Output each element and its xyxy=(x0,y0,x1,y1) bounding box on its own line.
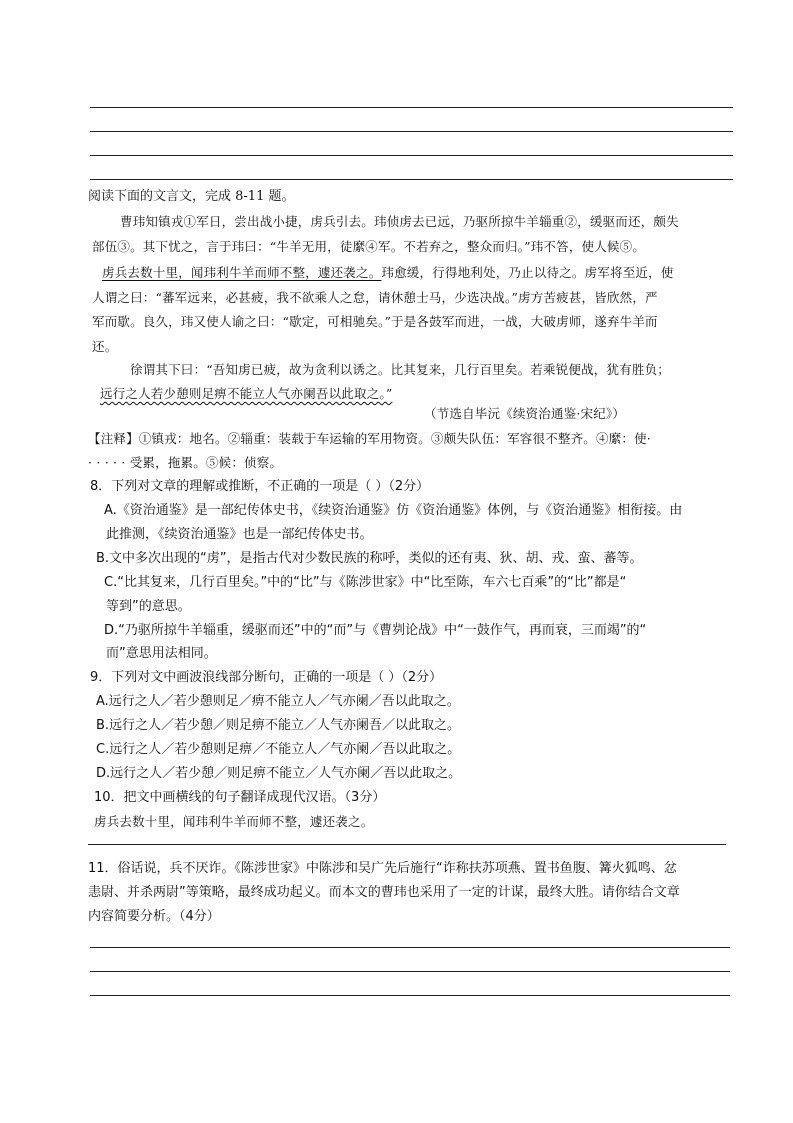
underlined-sentence: 虏兵去数十里，闻玮利牛羊而师不整，遽还袭之。 xyxy=(102,265,382,280)
answer-line xyxy=(90,131,733,132)
passage-line xyxy=(100,385,392,403)
answer-line xyxy=(90,995,730,996)
q8-option-c: 等到”的意思。 xyxy=(106,599,191,614)
question-9-stem: 9．下列对文中画波浪线部分断句，正确的一项是（ ）（2分） xyxy=(90,670,443,685)
q8-option-a: 此推测，《续资治通鉴》也是一部纪传体史书。 xyxy=(106,527,373,542)
q8-option-d: D.“乃驱所掠牛羊辎重，缓驱而还”中的“而”与《曹刿论战》中“一鼓作气，再而衰，三而竭”的“ xyxy=(104,623,647,638)
answer-line xyxy=(90,155,733,156)
notes-line: 【注释】①镇戎：地名。②辎重：装载于车运输的军用物资。③颇失队伍：军容很不整齐。④縻：使· xyxy=(88,431,651,446)
q9-option-d: D.远行之人／若少憩／则足痹不能立／人气亦阑／吾以此取之。 xyxy=(96,766,462,781)
answer-line xyxy=(90,947,730,948)
question-8-stem: 8．下列对文章的理解或推断，不正确的一项是（ ）（2分） xyxy=(90,479,430,494)
passage-line: 人谓之曰：“蕃军远来，必甚疲，我不欲乘人之怠，请休憩士马，少选决战。”虏方苦疲甚，皆欣然，严 xyxy=(92,290,658,305)
passage-line: 曹玮知镇戎①军日，尝出战小捷，虏兵引去。玮侦虏去已远，乃驱所掠牛羊辎重②，缓驱而还，颇失 xyxy=(120,214,679,229)
question-11-line: 恚尉、并杀两尉”等策略，最终成功起义。而本文的曹玮也采用了一定的计谋，最终大胜。请你结合文章 xyxy=(88,885,680,900)
passage-line: 还。 xyxy=(92,339,118,354)
q9-option-c: C.远行之人／若少憩则足痹／不能立人／气亦阑／吾以此取之。 xyxy=(96,742,461,757)
q8-option-c: C.“比其复来，几行百里矣。”中的“比”与《陈涉世家》中“比至陈，车六七百乘”的“比”都是“ xyxy=(104,575,627,590)
reading-intro: 阅读下面的文言文，完成 8-11 题。 xyxy=(88,189,295,204)
answer-line xyxy=(90,971,730,972)
answer-line xyxy=(88,844,726,845)
answer-line xyxy=(90,179,733,180)
passage-line: 徐谓其下曰：“吾知虏已疲，故为贪利以诱之。比其复来，几行百里矣。若乘锐便战，犹有胜负； xyxy=(130,362,670,377)
passage-source: （节选自毕沅《续资治通鉴·宋纪》） xyxy=(424,406,626,421)
passage-text: 玮愈缓，行得地利处，乃止以待之。虏军将至近，使 xyxy=(381,265,674,280)
question-11-line: 内容简要分析。（4分） xyxy=(88,909,220,924)
notes-line: · · · · · 受累，拖累。⑤候：侦察。 xyxy=(88,455,283,470)
q9-option-a: A.远行之人／若少憩则足／痹不能立人／气亦阑／吾以此取之。 xyxy=(96,694,460,709)
passage-line: 部伍③。其下忧之，言于玮曰：“牛羊无用，徒縻④军。不若弃之，整众而归。”玮不答，使人候⑤。 xyxy=(92,239,646,254)
passage-line xyxy=(102,264,674,282)
q8-option-a: A.《资治通鉴》是一部纪传体史书，《续资治通鉴》仿《资治通鉴》体例，与《资治通鉴》相衔接。由 xyxy=(104,503,683,518)
q8-option-d: 而”意思用法相同。 xyxy=(106,646,217,661)
question-11-line: 11．俗话说，兵不厌诈。《陈涉世家》中陈涉和吴广先后施行“诈称扶苏项燕、置书鱼腹、篝火狐鸣、忿 xyxy=(88,861,677,876)
question-10-sentence: 虏兵去数十里，闻玮利牛羊而师不整，遽还袭之。 xyxy=(94,814,374,829)
question-10-stem: 10．把文中画横线的句子翻译成现代汉语。（3分） xyxy=(94,790,386,805)
q9-option-b: B.远行之人／若少憩／则足痹不能立／人气亦阑吾／以此取之。 xyxy=(96,718,461,733)
wavy-sentence: 远行之人若少憩则足痹不能立人气亦阑吾以此取之。” xyxy=(100,386,393,401)
answer-line xyxy=(90,107,733,108)
passage-line: 军而歇。良久，玮又使人谕之曰：“歇定，可相驰矣。”于是各鼓军而进，一战，大破虏师，遂弃牛羊而 xyxy=(92,314,658,329)
q8-option-b: B.文中多次出现的“虏”，是指古代对少数民族的称呼，类似的还有夷、狄、胡、戎、蛮、蕃等。 xyxy=(96,551,643,566)
